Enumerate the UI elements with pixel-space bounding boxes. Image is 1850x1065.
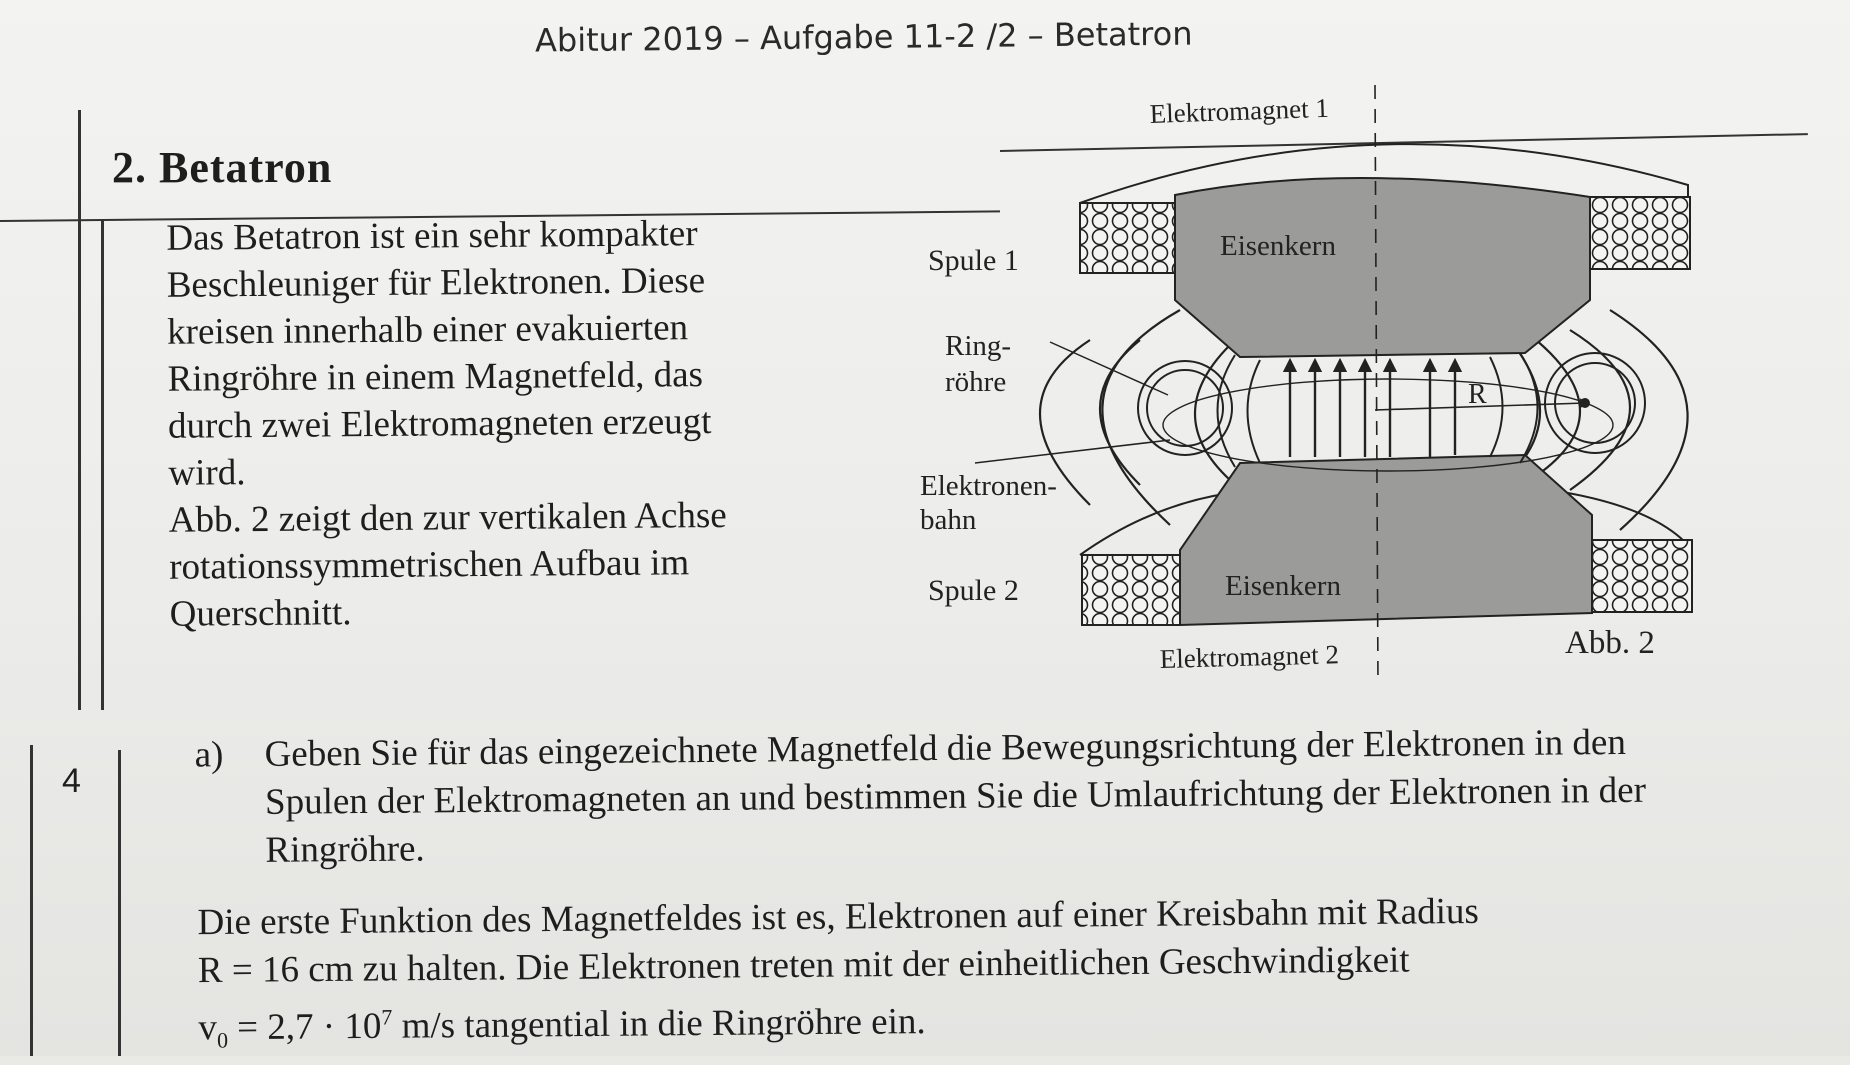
coil2-left bbox=[1082, 555, 1180, 625]
intro-line: wird. bbox=[168, 452, 246, 494]
label-ringroehre-1: Ring- bbox=[945, 330, 1012, 362]
points-value: 4 bbox=[62, 762, 81, 800]
followup-line-1: Die erste Funktion des Magnetfeldes ist es, Elektronen auf einer Kreisbahn mit Radius bbox=[197, 890, 1479, 944]
coil2-right bbox=[1592, 540, 1692, 612]
label-eisenkern-top: Eisenkern bbox=[1220, 230, 1336, 262]
v-rest: m/s tangential in die Ringröhre ein. bbox=[392, 1001, 926, 1047]
section-name: Betatron bbox=[159, 143, 333, 192]
intro-paragraph bbox=[166, 209, 810, 638]
label-ringroehre-2: röhre bbox=[945, 366, 1007, 398]
section-number: 2. bbox=[112, 143, 147, 192]
v-symbol: v bbox=[198, 1007, 218, 1049]
label-elektromagnet-1: Elektromagnet 1 bbox=[1149, 92, 1330, 129]
margin-line-lower-left bbox=[30, 745, 33, 1056]
intro-line: kreisen innerhalb einer evakuierten bbox=[167, 307, 689, 353]
coil1-left bbox=[1080, 203, 1175, 273]
label-elektromagnet-2: Elektromagnet 2 bbox=[1159, 639, 1340, 674]
intro-line: Querschnitt. bbox=[169, 592, 352, 635]
v-exponent: 7 bbox=[381, 1004, 393, 1030]
margin-line-upper-left bbox=[78, 110, 81, 710]
page-header: Abitur 2019 – Aufgabe 11-2 /2 – Betatron bbox=[534, 14, 1193, 60]
task-a-text: Geben Sie für das eingezeichnete Magnetfeld die Bewegungsrichtung der Elektronen in den Spulen der Elektromagneten an und bestimmen Sie die Umlaufrichtung der Elektronen in der Ringröhre. bbox=[264, 721, 1647, 871]
intro-line: Abb. 2 zeigt den zur vertikalen Achse bbox=[168, 494, 727, 541]
intro-line: Das Betatron ist ein sehr kompakter bbox=[166, 213, 698, 259]
margin-line-upper-right bbox=[101, 220, 104, 710]
iron-core-top bbox=[1175, 178, 1590, 357]
intro-line: durch zwei Elektromagneten erzeugt bbox=[167, 401, 712, 447]
electron-orbit bbox=[1163, 379, 1613, 471]
betatron-figure bbox=[920, 85, 1730, 695]
label-radius: R bbox=[1468, 379, 1487, 410]
section-title bbox=[112, 142, 332, 193]
margin-line-lower-right bbox=[118, 750, 121, 1056]
followup-line-2: R = 16 cm zu halten. Die Elektronen treten mit der einheitlichen Geschwindigkeit bbox=[197, 939, 1410, 992]
velocity-formula bbox=[198, 983, 1599, 1065]
figure-caption: Abb. 2 bbox=[1565, 625, 1655, 661]
label-spule-1: Spule 1 bbox=[928, 244, 1019, 277]
intro-line: Ringröhre in einem Magnetfeld, das bbox=[167, 354, 704, 400]
v-equals: = 2,7 · 10 bbox=[227, 1005, 382, 1049]
label-eisenkern-bottom: Eisenkern bbox=[1225, 570, 1341, 602]
task-a-label: a) bbox=[194, 734, 224, 776]
label-elektronenbahn-1: Elektronen- bbox=[920, 470, 1057, 502]
intro-line: Beschleuniger für Elektronen. Diese bbox=[166, 260, 706, 306]
task-a bbox=[194, 719, 1675, 876]
v-subscript: 0 bbox=[216, 1027, 229, 1053]
followup-paragraph bbox=[197, 887, 1598, 1065]
label-elektronenbahn-2: bahn bbox=[920, 504, 977, 536]
intro-line: rotationssymmetrischen Aufbau im bbox=[169, 542, 690, 588]
coil1-right bbox=[1590, 197, 1690, 269]
label-spule-2: Spule 2 bbox=[928, 574, 1019, 607]
